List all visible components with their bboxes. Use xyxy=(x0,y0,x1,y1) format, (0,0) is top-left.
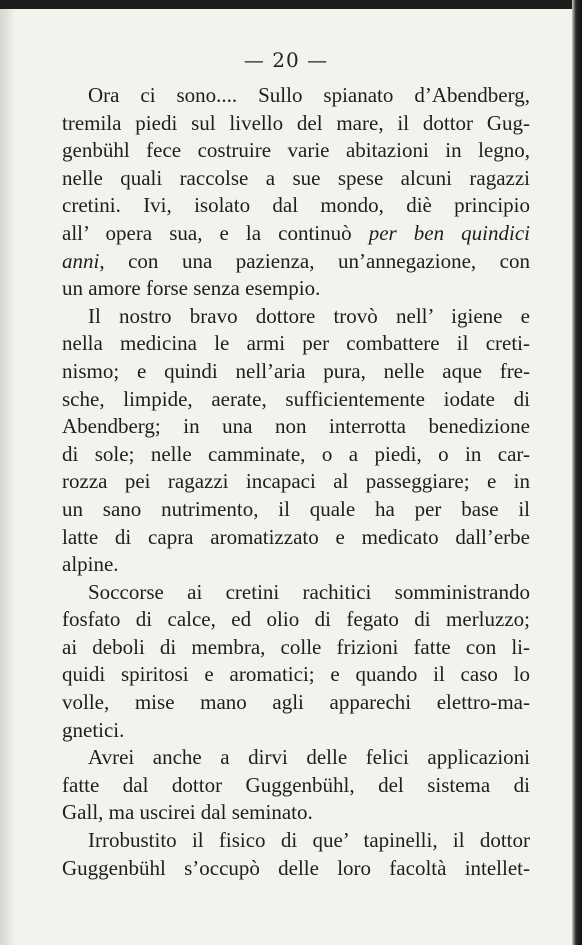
line-text: Abendberg; in una non interrotta benedizione xyxy=(62,414,530,439)
line-text: quidi spiritosi e aromatici; e quando il caso lo xyxy=(62,662,530,687)
text-line xyxy=(62,524,530,552)
text-line xyxy=(62,496,530,524)
text-line xyxy=(62,606,530,634)
text-line xyxy=(62,303,530,331)
line-text: Avrei anche a dirvi delle felici applicazioni xyxy=(88,745,530,770)
line-text: un sano nutrimento, il quale ha per base il xyxy=(62,496,530,521)
text-line xyxy=(62,441,530,469)
text-line xyxy=(62,689,530,717)
line-text: fosfato di calce, ed olio di fegato di merluzzo; xyxy=(62,607,530,632)
text-line xyxy=(62,220,530,248)
line-text: nella medicina le armi per combattere il creti- xyxy=(62,331,530,356)
line-text: Irrobustito il fisico di que’ tapinelli, il dottor xyxy=(88,828,530,853)
text-line xyxy=(62,165,530,193)
text-line xyxy=(62,717,530,745)
text-line xyxy=(62,386,530,414)
text-line xyxy=(62,82,530,110)
line-text: gnetici. xyxy=(62,717,125,742)
text-line xyxy=(62,579,530,607)
line-text: cretini. Ivi, isolato dal mondo, diè principio xyxy=(62,193,530,218)
gutter-shadow xyxy=(0,0,16,945)
line-text: sche, limpide, aerate, sufficientemente iodate di xyxy=(62,386,530,411)
line-text: tremila piedi sul livello del mare, il dottor Gug- xyxy=(62,110,530,135)
text-line xyxy=(62,744,530,772)
line-text: rozza pei ragazzi incapaci al passeggiare; e in xyxy=(62,469,530,494)
body-text xyxy=(62,82,530,882)
line-text: nelle quali raccolse a sue spese alcuni ragazzi xyxy=(62,165,530,190)
scan-right-edge xyxy=(572,0,582,945)
line-text: di sole; nelle camminate, o a piedi, o in car- xyxy=(62,441,530,466)
text-line xyxy=(62,827,530,855)
text-line xyxy=(62,413,530,441)
text-line xyxy=(62,358,530,386)
text-line xyxy=(62,110,530,138)
text-line xyxy=(62,468,530,496)
line-text: Gall, ma uscirei dal seminato. xyxy=(62,800,313,825)
line-text: Il nostro bravo dottore trovò nell’ igiene e xyxy=(88,303,530,328)
line-text: latte di capra aromatizzato e medicato dall’erbe xyxy=(62,524,530,549)
line-text: alpine. xyxy=(62,552,119,577)
line-text: genbühl fece costruire varie abitazioni in legno, xyxy=(62,138,530,163)
line-text: Ora ci sono.... Sullo spianato d’Abendberg, xyxy=(88,83,530,107)
text-line xyxy=(62,634,530,662)
line-text: volle, mise mano agli apparechi elettro-ma- xyxy=(62,690,530,715)
scan-top-edge xyxy=(0,0,582,9)
text-line xyxy=(62,799,530,827)
line-text: Guggenbühl s’occupò delle loro facoltà intellet- xyxy=(62,855,530,880)
text-line xyxy=(62,855,530,883)
page-number: — 20 — xyxy=(243,48,329,72)
line-text: un amore forse senza esempio. xyxy=(62,276,321,301)
line-text: ai deboli di membra, colle frizioni fatte con li- xyxy=(62,634,530,659)
italic-span: per ben quindici xyxy=(368,220,531,245)
text-line xyxy=(62,248,530,276)
text-line xyxy=(62,551,530,579)
italic-span: anni xyxy=(62,248,100,273)
line-text: all’ opera sua, e la continuò xyxy=(62,220,352,245)
text-line xyxy=(62,661,530,689)
line-text: , con una pazienza, un’annegazione, con xyxy=(99,248,530,273)
line-text: nismo; e quindi nell’aria pura, nelle aque fre- xyxy=(62,358,530,383)
line-text: fatte dal dottor Guggenbühl, del sistema di xyxy=(62,772,530,797)
text-line xyxy=(62,275,530,303)
text-line xyxy=(62,330,530,358)
text-line xyxy=(62,137,530,165)
text-line xyxy=(62,192,530,220)
text-line xyxy=(62,772,530,800)
line-text: Soccorse ai cretini rachitici somministrando xyxy=(88,579,530,604)
